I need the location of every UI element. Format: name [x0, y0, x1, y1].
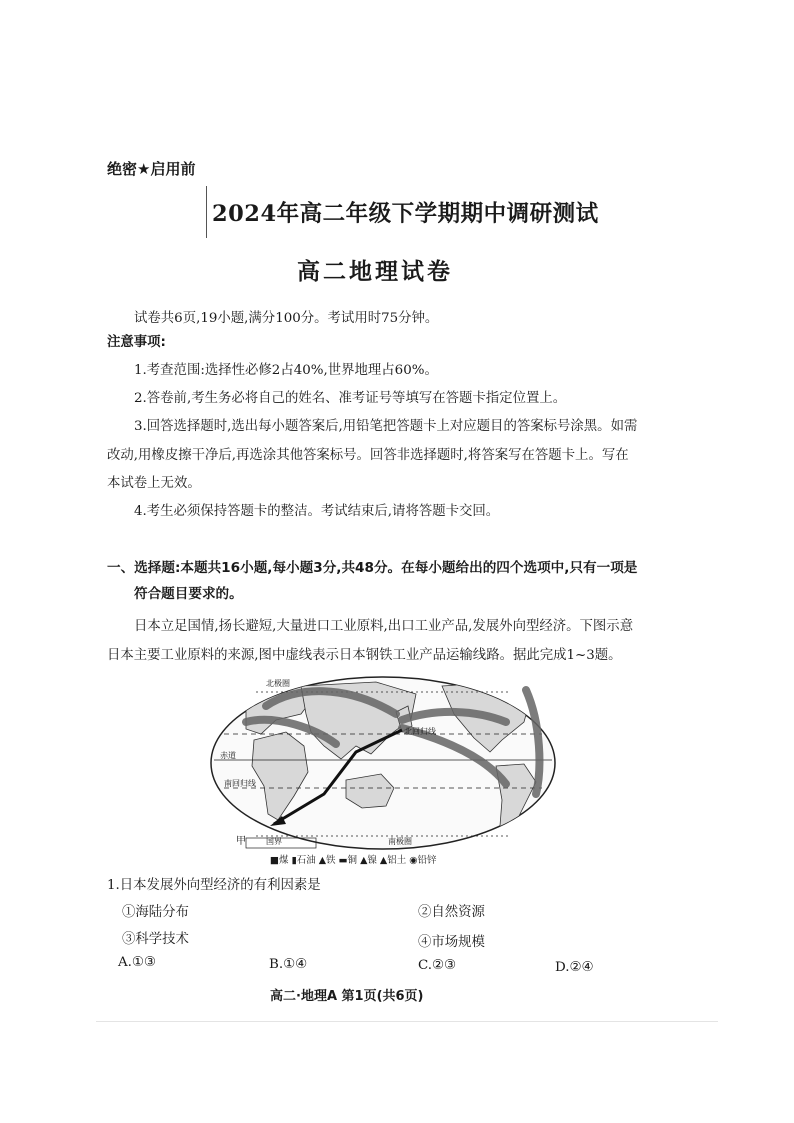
option-b: B.①④: [269, 957, 308, 972]
page-footer: 高二·地理A 第1页(共6页): [270, 989, 424, 1004]
exam-title: 2024年高二年级下学期期中调研测试: [212, 201, 599, 227]
question-1-item-4: ④市场规模: [418, 935, 485, 950]
question-1-item-3: ③科学技术: [122, 932, 189, 947]
option-c: C.②③: [418, 958, 457, 973]
jia-label: 甲: [236, 836, 246, 847]
note-item-4: 4.考生必须保持答题卡的整洁。考试结束后,请将答题卡交回。: [134, 504, 500, 519]
binding-line: [206, 186, 207, 238]
question-stem-line-2: 日本主要工业原料的来源,图中虚线表示日本钢铁工业产品运输线路。据此完成1~3题。: [107, 648, 622, 663]
note-item-1: 1.考查范围:选择性必修2占40%,世界地理占60%。: [134, 363, 438, 378]
section-heading-line-2: 符合题目要求的。: [134, 586, 243, 602]
exam-subtitle: 高二地理试卷: [297, 258, 453, 285]
note-item-2: 2.答卷前,考生务必将自己的姓名、准考证号等填写在答题卡指定位置上。: [134, 391, 567, 406]
border-legend-label: 国界: [266, 837, 282, 846]
question-stem-line-1: 日本立足国情,扬长避短,大量进口工业原料,出口工业产品,发展外向型经济。下图示意: [134, 619, 634, 634]
question-1-stem: 1.日本发展外向型经济的有利因素是: [107, 878, 321, 893]
note-item-3-line-1: 3.回答选择题时,选出每小题答案后,用铅笔把答题卡上对应题目的答案标号涂黑。如需: [134, 419, 638, 434]
section-heading-line-1: 一、选择题:本题共16小题,每小题3分,共48分。在每小题给出的四个选项中,只有一项是: [107, 560, 638, 576]
equator-label: 赤道: [220, 751, 236, 760]
notes-heading: 注意事项:: [107, 335, 166, 350]
option-d: D.②④: [555, 960, 594, 975]
note-item-3-line-2: 改动,用橡皮擦干净后,再选涂其他答案标号。回答非选择题时,将答案写在答题卡上。写在: [107, 448, 629, 463]
question-1-item-1: ①海陆分布: [122, 905, 189, 920]
map-legend: ■煤 ▮石油 ▲铁 ▬铜 ▲镍 ▲铝土 ◉铅锌: [270, 855, 437, 866]
option-a: A.①③: [118, 955, 156, 970]
note-item-3-line-3: 本试卷上无效。: [107, 476, 201, 491]
question-1-item-2: ②自然资源: [418, 905, 485, 920]
arctic-label: 北极圈: [266, 679, 290, 688]
antarctic-label: 南极圈: [388, 837, 412, 846]
exam-intro: 试卷共6页,19小题,满分100分。考试用时75分钟。: [134, 311, 439, 326]
bottom-divider: [96, 1021, 718, 1022]
tropic-south-label: 南回归线: [224, 779, 256, 788]
tropic-north-label: 北回归线: [404, 727, 436, 736]
world-map-svg: [206, 674, 561, 852]
confidential-mark: 绝密★启用前: [107, 160, 196, 178]
world-map-figure: [206, 674, 561, 852]
